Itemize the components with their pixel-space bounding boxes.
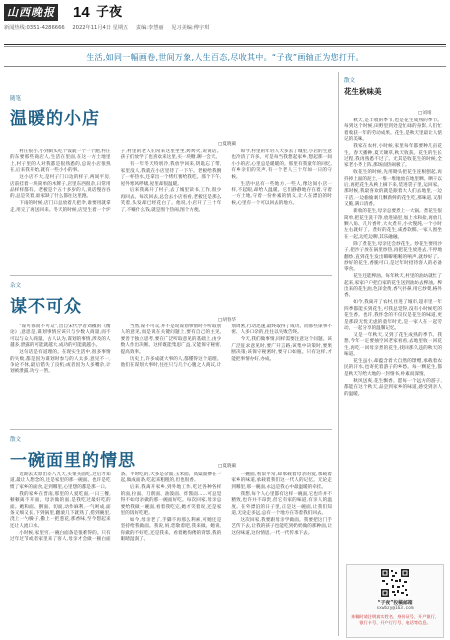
article-kicker: 随笔 [10,96,22,102]
article-paragraph: 有一年冬天特别冷,我放学回来,钥匙忘了带,家里没人,我就在小店里待了一下午。老板给我倒了一杯热水,还拿出一个烤红薯给我吃。那个下午,屋外寒风呼啸,屋里却很温暖。 [120,162,222,187]
qr-code-icon [380,568,410,598]
article-kicker: 散文 [10,437,22,443]
submission-promo [346,564,444,638]
article-paragraph: 又是一年秋天,又到了花生成熟的季节。我想,今年一定要抽空回老家看看,去地里收一回花生,再吃一回母亲煮的花生,找回那久违的秋天的味道。 [344,332,442,358]
article-byline: □刘靖 [418,111,432,116]
article-body-plan-ahead [10,324,332,425]
chief-editor: 责编:李慧丽 [135,25,164,31]
article-paragraph: 下雨的时候,店门口总放着几把伞,谁要用就拿走,用完了再送回来。冬天的时候,店里生着一个炉子,村里的老人们常来这里坐坐,烤烤火,说说话。孩子们放学了也喜欢来这里,买一块糖,聊一会天。 [10,149,222,213]
article-paragraph: “谋可寡而不可众”,出自宋代学者刘敞的《衡论》,意思是,谋划事情应该只与少数人商量,而不可以与众人商量。古人认为,谋划的事情,涉及的人越多,泄露的可能就越大,成功的可能就越小。 [10,324,111,349]
article-body-warm-shop [10,149,332,271]
article-paragraph: 历史上,许多成就大事的人,都懂得这个道理。他们在谋划大事时,往往只与几个心腹之人商议,计划周密,行动迅速,最终取得了成功。而那些谋事不密、人多口杂的,往往以失败告终。 [120,324,332,368]
article-paragraph: 花生虽小,却蕴含着大自然的馈赠,承载着农民的汗水,也寄托着游子的乡愁。每一颗花生,都是秋天写给大地的一封情书,朴素而深情。 [344,359,442,377]
article-paragraph: 这次回家,我要跟母亲学做面。我要把这门手艺传下去,让我的孩子也能吃到奶奶做的那种面,让这份味道,这份情思,一代一代传承下去。 [231,517,332,536]
article-paragraph: 我家在农村,小时候,家里每年都要种几亩花生。春天播种,夏天锄草,秋天收获。花生的生长过程,我再熟悉不过了。尤其是收花生的时候,全家老小齐上阵,那场面热闹极了。 [344,144,442,169]
article-body-autumn [344,118,442,558]
layout-editor: 见习美编:傅宇琪 [171,25,210,31]
masthead-info [4,24,446,32]
article-paragraph: 新收的花生,母亲总要煮上一大锅。煮花生很简单,把花生洗干净,放进锅里,加上水和盐,再放几颗八角、几片香叶,大火煮开,小火慢炖,一个小时左右就好了。煮好的花生,咸香软糯,一家人围坐在一起,边吃边聊,其乐融融。 [344,209,442,240]
article-paragraph: 村庄很小,小到街头吃个饭就一个一个跑,村庄的东要那些商店人,生活在里面,在这一方土地里上,村子里的人对我都是很熟悉的,总说小店很熟在,后来我开始,就有一些小小的事。 [10,149,111,174]
article-paragraph: 生活中总有一些地方,一些人,像这间小店一样,不起眼,却给人温暖。它们静静地存在着,守着一方土地,守着一份朴素的情义,让人在漂泊的时候,心里有一个可以回去的地方。 [231,181,332,206]
promo-label: “子夜”投稿邮箱 [377,601,413,606]
article-paragraph: 如今,我离开了农村,住进了城市,超市里一年四季都能买到花生,可我总觉得,没有小时候吃的花生香。也许,我怀念的不仅仅是花生的味道,更是那段无忧无虑的童年时光,是一家人在一起劳动、一起分享的温馨记忆。 [344,300,442,331]
article-paragraph: 我的家乡在晋南,那里的人爱吃面,一日三餐,顿顿离不开面。母亲做的面,是我吃过最好吃的面。她和面、擀面、切面,动作麻利,一气呵成,面条又细又长,下到锅里,翻滚几下就熟了,捞到碗里,浇上一勺臊子,撒上一把葱花,那香味,至今想起来还让人流口水。 [10,491,111,529]
article-paragraph: 今天,我们做事情,同样需要注意这个问题。该广泛征求意见时,要广开言路;该集中决策时,要果断决策;该保守秘密时,要守口如瓶。只有这样,才能把事情办好,办成。 [231,337,332,362]
issue-date: 2022年11月4日 星期五 [72,25,129,31]
article-byline: □胡春华 [218,318,237,323]
article-paragraph: 如今,母亲老了,手脚不再那么利索,可她还是坚持给我做面。我说,妈,您歇着吧,我来做。她说,你做的不好吃,还是我来。看着她佝偻的背影,我的眼睛湿润了。 [120,517,222,543]
article-paragraph: 我想,每个人心里都有这样一碗面,它也许并不精致,也许并不昂贵,但它有家的味道,有亲人的温度。在外漂泊的日子里,正是这一碗面,让我们知道,无论走多远,总有一个地方在等着我们回去。 [231,491,332,516]
masthead-rule-thin [4,46,446,47]
promo-text: 来稿时请注明真实姓名、身份证号、开户银行、银行卡号、开户行行号、电话等信息。 [351,614,439,625]
newspaper-logo: 山西晚报 [4,4,58,21]
divider [10,429,332,430]
article-headline: 谋不可众 [10,297,82,317]
article-paragraph: 近期去太原出差八九天,买菜买面吃,过后才知道,最让人想念的,还是家里的那一碗面。也许是吃惯了家乡的面食,走到哪里,心里想的都是那一口。 [10,472,111,490]
article-paragraph: 这小店不大,是村子门口边的样子,两间平房,店前挂着一块简单的木牌子,店里东西很杂,日常用品样样都有。老板是个五十多岁的人,说话慢吞吞的,总是笑着,谁家缺了什么都往这里跑。 [10,175,111,200]
article-paragraph: 秋风送爽,花生飘香。愿每一个远方的游子,都能在这个秋天,品尝到家乡的味道,感受到亲人的温暖。 [344,378,442,397]
section-slogan: 生活,如同一幅画卷,世间万象,人生百态,尽收其中。“子夜”画轴正为您打开。 [86,53,364,62]
submission-email: sxwbzy@163.com [376,606,414,611]
slogan-rule [4,66,446,67]
article-paragraph: 一碗面,看似平常,却承载着母亲的爱,承载着家乡的味道,承载着我们这一代人的记忆。无论走到哪里,那一碗面,永远是我心中最温暖的牵挂。 [231,472,332,490]
article-headline: 一碗面里的情思 [10,451,136,471]
article-kicker: 散文 [344,78,356,84]
article-headline: 花生秋味美 [344,87,382,96]
article-body-bowl-noodles [10,472,332,634]
article-paragraph: 小时候,家里穷,一碗白面条是很难得的。只有过年过节或者家里来了客人,母亲才会做一顿白面条。平时吃的,大多是杂面,玉米面、高粱面掺在一起,做成面条,吃起来粗粗的,但也很香。 [10,472,222,543]
divider [10,275,332,276]
article-paragraph: 收花生的时候,先用锄头把花生连根刨起,再抖掉上面的泥土,一堆一堆地放在地里晒。晒干以后,再把花生从秧上摘下来,装进袋子里,运回家。那时候,我最喜欢的就是跟着大人们去地里,一边干活,一边偷偷剥几颗新鲜的花生吃,那味道,又甜又脆,满口清香。 [344,170,442,208]
column-divider [338,72,339,636]
article-headline: 温暖的小店 [10,109,100,129]
article-byline: □夏晓蔺 [218,142,237,147]
article-paragraph: 这句话是有道理的。在现实生活中,很多事情的失败,都是因为谋划时参与的人太多,意见不一,争论不休,最后错失了良机;或者因为人多嘴杂,计划被泄露,功亏一篑。 [10,350,111,375]
article-paragraph: 当然,谋不可众,并不是说谋划事情时不听取别人的意见,而是说在关键问题上,要有自己的主见,要善于独立思考,要在广泛听取意见的基础上,由少数人作出决断。这样既能集思广益,又能保守秘密,提高效率。 [120,324,222,355]
article-byline: □夏晓蔺 [218,464,237,469]
article-paragraph: 后来,我离开家乡,到外地工作,吃过各种各样的面,拉面、刀削面、油泼面、炸酱面……可总觉得不如母亲做的那一碗面好吃。每次回家,母亲总要给我做一碗面,看着我吃完,她才笑着说,还是家里的饭好吃吧。 [120,485,222,516]
page-number: 14 [73,4,90,21]
article-paragraph: 花生还能榨油。每年秋天,村里的油坊就忙了起来,家家户户把自家的花生送到油坊去榨油。榨出来的花生油,色泽金黄,香气扑鼻,用它炒菜,格外香。 [344,274,442,299]
news-hotline: 新闻热线:0351-4286666 [4,25,65,31]
article-paragraph: 如今,村里的年轻人大多去了城里,小店的生意也冷清了许多。可是每当我想起家乡,想起那一间小小的店,心里总是暖暖的。那里有我童年的回忆,有乡亲们的笑声,有一个老人三十年如一日的守候。 [231,149,332,180]
masthead-rule [4,44,446,45]
section-name: 子夜 [96,5,123,20]
masthead [4,4,446,40]
article-paragraph: 除了煮花生,母亲还会炒花生。炒花生要用沙子,把沙子放在锅里炒热,再把花生放进去,不停地翻炒,直到花生发出噼噼啪啪的响声,就炒好了。炒好的花生,香脆可口,是过年时招待客人的必备零食。 [344,241,442,273]
article-paragraph: 秋天,是丰收的季节,也是花生成熟的季节。每到这个时候,田野里到处是忙碌的身影,人们忙着收获一年的劳动成果。花生,是秋天里最让人惦记的美味。 [344,118,442,143]
article-paragraph: 后来我离开了村子,去了城里读书,工作,很少再回去。每次回去,总会去小店看看,老板还是那么笑着,头发却已经花白了。他说,小店开了三十年了,不赚什么钱,就是图个热闹,图个方便。 [120,188,222,213]
article-kicker: 杂文 [10,283,22,289]
